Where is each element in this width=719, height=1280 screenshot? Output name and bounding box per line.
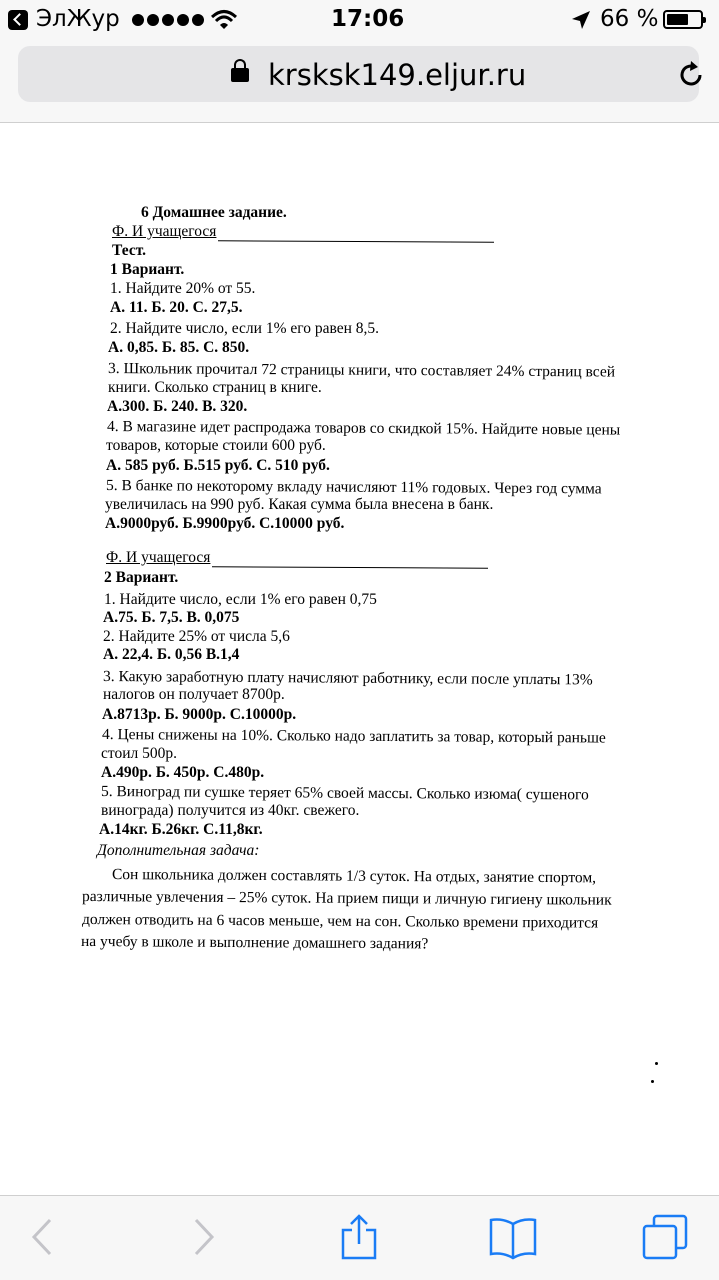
question: книги. Сколько страниц в книге.: [108, 379, 322, 396]
answer-options: А.9000руб. Б.9900руб. С.10000 руб.: [105, 515, 345, 532]
question: 4. В магазине идет распродажа товаров со скидкой 15%. Найдите новые цены: [106, 418, 621, 439]
location-arrow-icon: [571, 10, 591, 30]
forward-icon[interactable]: [178, 1214, 228, 1260]
question: налогов он получает 8700р.: [103, 686, 285, 703]
test-label: Тест.: [112, 242, 147, 259]
back-app-label[interactable]: ЭлЖур: [36, 6, 120, 32]
question: 2. Найдите 25% от числа 5,6: [103, 628, 290, 645]
clock: 17:06: [331, 6, 405, 32]
back-icon[interactable]: [18, 1214, 68, 1260]
question: 1. Найдите 20% от 55.: [110, 280, 256, 297]
student-name-label: Ф. И учащегося: [106, 549, 211, 566]
extra-task-text: Сон школьника должен составлять 1/3 суток. На отдых, занятие спортом,: [111, 866, 597, 887]
browser-toolbar: [0, 1195, 719, 1280]
extra-task-heading: Дополнительная задача:: [97, 842, 260, 859]
share-icon[interactable]: [334, 1214, 384, 1260]
address-bar: [0, 40, 719, 123]
variant-heading: 1 Вариант.: [110, 261, 185, 278]
question: 5. В банке по некоторому вкладу начисляют 11% годовых. Через год сумма: [105, 477, 602, 498]
document-title: 6 Домашнее задание.: [141, 204, 287, 221]
question: 4. Цены снижены на 10%. Сколько надо заплатить за товар, который раньше: [101, 726, 606, 747]
answer-options: А.300. Б. 240. В. 320.: [107, 398, 248, 415]
answer-options: А. 11. Б. 20. С. 27,5.: [110, 299, 243, 316]
lock-icon: [231, 68, 249, 82]
scan-speck: [651, 1080, 654, 1083]
student-name-label: Ф. И учащегося: [112, 223, 217, 240]
battery-icon: [663, 10, 703, 29]
question: 3. Школьник прочитал 72 страницы книги, что составляет 24% страниц всей: [107, 360, 616, 381]
signal-dots-icon: [132, 13, 207, 31]
question: увеличилась на 990 руб. Какая сумма была внесена в банк.: [105, 496, 494, 513]
name-line: [212, 566, 488, 568]
answer-options: А.8713р. Б. 9000р. С.10000р.: [102, 706, 297, 723]
back-app-icon[interactable]: [8, 10, 28, 30]
question: 1. Найдите число, если 1% его равен 0,75: [104, 591, 377, 608]
name-line: [218, 240, 494, 242]
answer-options: А. 22,4. Б. 0,56 В.1,4: [103, 646, 240, 663]
extra-task-text: различные увлечения – 25% суток. На прием пищи и личную гигиену школьник: [81, 888, 612, 909]
question: 2. Найдите число, если 1% его равен 8,5.: [110, 320, 380, 337]
answer-options: А.14кг. Б.26кг. С.11,8кг.: [99, 821, 263, 838]
answer-options: А.75. Б. 7,5. В. 0,075: [103, 609, 240, 626]
answer-options: А. 0,85. Б. 85. С. 850.: [108, 339, 250, 356]
question: стоил 500р.: [101, 745, 177, 762]
answer-options: А.490р. Б. 450р. С.480р.: [101, 764, 265, 781]
extra-task-text: должен отводить на 6 часов меньше, чем на сон. Сколько времени приходится: [81, 911, 599, 932]
question: винограда) получится из 40кг. свежего.: [101, 802, 360, 819]
variant-heading: 2 Вариант.: [104, 569, 179, 586]
scan-speck: [655, 1062, 658, 1065]
question: 5. Виноград пи сушке теряет 65% своей массы. Сколько изюма( сушеного: [100, 783, 589, 804]
wifi-icon: [210, 9, 238, 31]
document-page: [0, 123, 719, 1195]
battery-percent: 66 %: [600, 6, 659, 32]
question: товаров, которые стоили 600 руб.: [106, 437, 326, 454]
question: 3. Какую заработную плату начисляют работнику, если после уплаты 13%: [102, 668, 593, 689]
bookmarks-icon[interactable]: [488, 1214, 538, 1260]
tabs-icon[interactable]: [640, 1214, 690, 1260]
answer-options: А. 585 руб. Б.515 руб. С. 510 руб.: [106, 457, 330, 474]
extra-task-text: на учебу в школе и выполнение домашнего задания?: [80, 933, 429, 953]
url-text[interactable]: krsksk149.eljur.ru: [268, 58, 527, 92]
reload-icon[interactable]: [676, 60, 706, 90]
status-bar: [0, 0, 719, 40]
url-field[interactable]: [18, 46, 699, 102]
